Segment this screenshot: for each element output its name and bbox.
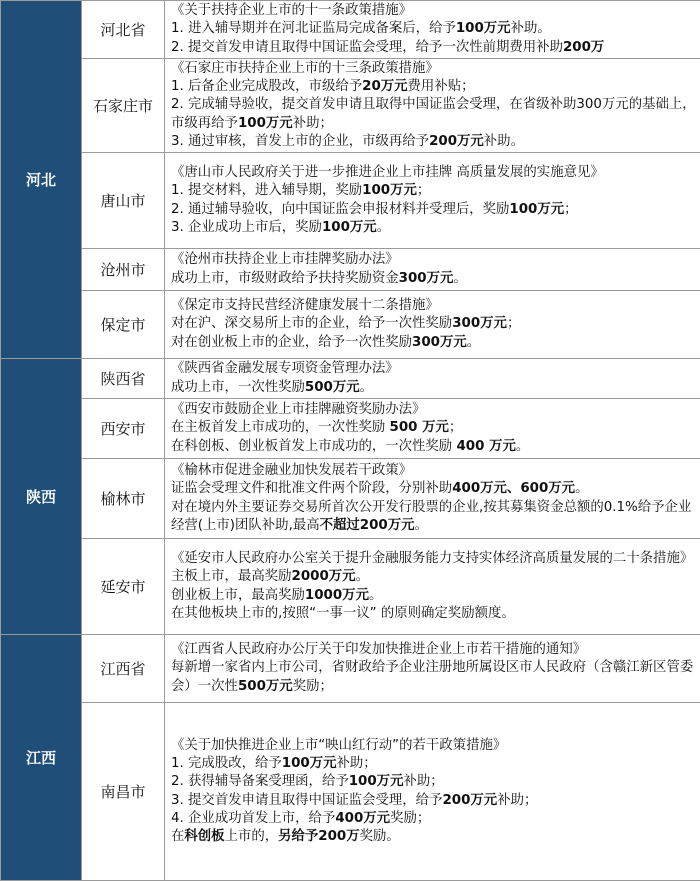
policy-text: 1. 完成股改，给予 — [171, 756, 282, 771]
highlight-amount: 100万元 — [322, 220, 377, 235]
city-cell: 榆林市 — [82, 459, 165, 539]
policy-line — [171, 360, 696, 378]
province-cell: 江西 — [1, 635, 82, 881]
city-cell: 南昌市 — [82, 703, 165, 881]
policy-text: 创业板上市，最高奖励 — [171, 588, 305, 603]
highlight-amount: 500万元 — [238, 679, 293, 694]
policy-text: ； — [564, 202, 577, 217]
policy-text: 2. 通过辅导验收，向中国证监会申报材料并受理后，奖励 — [171, 202, 509, 217]
policy-line — [171, 462, 696, 480]
policy-text: 补助。 — [484, 134, 524, 149]
policy-line — [171, 182, 696, 200]
highlight-amount: 100万元 — [238, 116, 293, 131]
policy-text: 2. 完成辅导验收，提交首发申请且取得中国证监会受理，在省级补助300万元的基础上，市级再给予 — [171, 97, 696, 130]
table-row — [1, 635, 700, 703]
table-row — [1, 359, 700, 399]
policy-text: 费用补贴； — [408, 79, 475, 94]
policy-text: 2. 提交首发申请且取得中国证监会受理，给予一次性前期费用补助 — [171, 40, 563, 55]
policy-line — [171, 587, 696, 605]
policy-table-body — [1, 1, 700, 881]
policy-text: ； — [507, 316, 520, 331]
policy-line — [171, 605, 696, 623]
table-row — [1, 399, 700, 459]
policy-line — [171, 641, 696, 659]
policy-text: 。 — [356, 569, 369, 584]
policy-text: 。 — [369, 588, 382, 603]
policy-line — [171, 480, 696, 498]
table-row — [1, 249, 700, 291]
highlight-amount: 200万元 — [429, 134, 484, 149]
policy-text: 4. 企业成功首发上市，给予 — [171, 811, 335, 826]
policy-line — [171, 828, 696, 846]
policy-text: 。 — [360, 380, 373, 395]
policy-text: 《保定市支持民营经济健康发展十二条措施》 — [171, 298, 439, 313]
policy-line — [171, 60, 696, 78]
policy-line — [171, 379, 696, 397]
policy-content-cell — [165, 59, 700, 153]
highlight-amount: 2000万元 — [292, 569, 356, 584]
city-cell: 延安市 — [82, 539, 165, 635]
highlight-amount: 400万元 — [335, 811, 390, 826]
province-cell: 陕西 — [1, 359, 82, 635]
policy-content-cell — [165, 399, 700, 459]
policy-text: 《延安市人民政府办公室关于提升金融服务能力支持实体经济高质量发展的二十条措施》 — [171, 551, 693, 566]
highlight-amount: 200万元 — [442, 793, 497, 808]
policy-line — [171, 20, 696, 38]
highlight-amount: 400 万元 — [456, 439, 515, 454]
highlight-amount: 不超过200万元 — [320, 518, 415, 533]
city-cell: 沧州市 — [82, 249, 165, 291]
policy-text: 在 — [171, 829, 184, 844]
policy-text: ； — [449, 420, 462, 435]
city-cell: 河北省 — [82, 1, 165, 59]
highlight-amount: 科创板 — [184, 829, 224, 844]
table-row — [1, 153, 700, 249]
policy-line — [171, 499, 696, 535]
policy-text: 。 — [415, 518, 428, 533]
policy-line — [171, 133, 696, 151]
highlight-amount: 100万元 — [282, 756, 337, 771]
policy-line — [171, 659, 696, 695]
policy-text: 补助； — [293, 116, 333, 131]
policy-content-cell — [165, 291, 700, 359]
policy-line — [171, 251, 696, 269]
policy-text: 3. 通过审核，首发上市的企业，市级再给予 — [171, 134, 429, 149]
policy-text: 补助； — [337, 756, 377, 771]
policy-text: 1. 后备企业完成股改，市级给予 — [171, 79, 362, 94]
policy-text: 补助； — [497, 793, 537, 808]
policy-text: 对在沪、深交易所上市的企业，给予一次性奖励 — [171, 316, 452, 331]
policy-text: 。 — [467, 335, 480, 350]
policy-line — [171, 2, 696, 20]
policy-text: 《榆林市促进金融业加快发展若干政策》 — [171, 463, 412, 478]
policy-text: 每新增一家省内上市公司，省财政给予企业注册地所属设区市人民政府（含赣江新区管委会）一次性 — [171, 660, 693, 693]
policy-text: 。 — [516, 439, 529, 454]
policy-line — [171, 568, 696, 586]
policy-content-cell — [165, 539, 700, 635]
policy-line — [171, 219, 696, 237]
policy-text: 主板上市，最高奖励 — [171, 569, 292, 584]
policy-text: 上市的， — [225, 829, 279, 844]
policy-text: 《石家庄市扶持企业上市的十三条政策措施》 — [171, 61, 439, 76]
policy-content-cell — [165, 703, 700, 881]
policy-text: 1. 提交材料，进入辅导期，奖励 — [171, 183, 362, 198]
policy-line — [171, 297, 696, 315]
policy-content-cell — [165, 1, 700, 59]
policy-line — [171, 550, 696, 568]
policy-text: 《沧州市扶持企业上市挂牌奖励办法》 — [171, 252, 399, 267]
policy-text: 1. 进入辅导期并在河北证监局完成备案后，给予 — [171, 21, 456, 36]
policy-text: 证监会受理文件和批准文件两个阶段，分别补助 — [171, 481, 452, 496]
policy-text: ； — [417, 183, 430, 198]
policy-text: 。 — [377, 220, 390, 235]
policy-text: 成功上市，一次性奖励 — [171, 380, 305, 395]
table-row — [1, 703, 700, 881]
policy-line — [171, 737, 696, 755]
policy-text: 在科创板、创业板首发上市成功的，一次性奖励 — [171, 439, 456, 454]
policy-line — [171, 39, 696, 57]
policy-line — [171, 78, 696, 96]
table-row — [1, 459, 700, 539]
highlight-amount: 300万元 — [399, 271, 454, 286]
highlight-amount: 500 万元 — [390, 420, 449, 435]
highlight-amount: 20万元 — [362, 79, 407, 94]
highlight-amount: 另给予200万 — [278, 829, 360, 844]
policy-text: 对在创业板上市的企业，给予一次性奖励 — [171, 335, 412, 350]
policy-content-cell — [165, 153, 700, 249]
table-row — [1, 539, 700, 635]
policy-text: 在主板首发上市成功的，一次性奖励 — [171, 420, 390, 435]
policy-text: 奖励； — [390, 811, 430, 826]
highlight-amount: 1000万元 — [305, 588, 369, 603]
policy-text: 《陕西省金融发展专项资金管理办法》 — [171, 361, 399, 376]
policy-line — [171, 270, 696, 288]
table-row — [1, 291, 700, 359]
policy-content-cell — [165, 459, 700, 539]
policy-text: 2. 获得辅导备案受理函，给予 — [171, 774, 349, 789]
city-cell: 陕西省 — [82, 359, 165, 399]
policy-text: 补助。 — [511, 21, 551, 36]
policy-line — [171, 792, 696, 810]
highlight-amount: 300万元 — [412, 335, 467, 350]
policy-text: 《关于加快推进企业上市“映山红行动”的若干政策措施》 — [171, 738, 506, 753]
policy-line — [171, 334, 696, 352]
policy-text: 。 — [575, 481, 588, 496]
policy-content-cell — [165, 249, 700, 291]
policy-text: 3. 提交首发申请且取得中国证监会受理，给予 — [171, 793, 442, 808]
policy-text: 。 — [453, 271, 466, 286]
policy-text: 奖励。 — [360, 829, 400, 844]
policy-text: 对在境内外主要证券交易所首次公开发行股票的企业,按其募集资金总额的0.1%给予企业经营(上市)团队补助,最高 — [171, 500, 691, 533]
table-row — [1, 1, 700, 59]
city-cell: 唐山市 — [82, 153, 165, 249]
province-cell: 河北 — [1, 1, 82, 359]
policy-text: 《唐山市人民政府关于进一步推进企业上市挂牌 高质量发展的实施意见》 — [171, 165, 604, 180]
highlight-amount: 200万 — [563, 40, 604, 55]
policy-line — [171, 438, 696, 456]
highlight-amount: 500万元 — [305, 380, 360, 395]
policy-text: 在其他板块上市的,按照“一事一议” 的原则确定奖励额度。 — [171, 606, 515, 621]
table-row — [1, 59, 700, 153]
policy-line — [171, 773, 696, 791]
policy-line — [171, 419, 696, 437]
highlight-amount: 100万元 — [349, 774, 404, 789]
policy-line — [171, 810, 696, 828]
highlight-amount: 400万元、600万元 — [452, 481, 575, 496]
policy-text: 《西安市鼓励企业上市挂牌融资奖励办法》 — [171, 402, 425, 417]
policy-line — [171, 315, 696, 333]
policy-content-cell — [165, 635, 700, 703]
policy-line — [171, 755, 696, 773]
policy-line — [171, 164, 696, 182]
policy-line — [171, 401, 696, 419]
policy-text: 奖励； — [293, 679, 333, 694]
highlight-amount: 300万元 — [452, 316, 507, 331]
policy-text: 补助； — [403, 774, 443, 789]
policy-text: 《江西省人民政府办公厅关于印发加快推进企业上市若干措施的通知》 — [171, 642, 586, 657]
policy-text: 《关于扶持企业上市的十一条政策措施》 — [171, 3, 412, 18]
policy-text: 3. 企业成功上市后，奖励 — [171, 220, 322, 235]
policy-line — [171, 96, 696, 132]
policy-content-cell — [165, 359, 700, 399]
highlight-amount: 100万元 — [456, 21, 511, 36]
highlight-amount: 100万元 — [362, 183, 417, 198]
policy-text: 成功上市，市级财政给予扶持奖励资金 — [171, 271, 399, 286]
city-cell: 保定市 — [82, 291, 165, 359]
city-cell: 江西省 — [82, 635, 165, 703]
city-cell: 石家庄市 — [82, 59, 165, 153]
highlight-amount: 100万元 — [509, 202, 564, 217]
city-cell: 西安市 — [82, 399, 165, 459]
policy-line — [171, 201, 696, 219]
